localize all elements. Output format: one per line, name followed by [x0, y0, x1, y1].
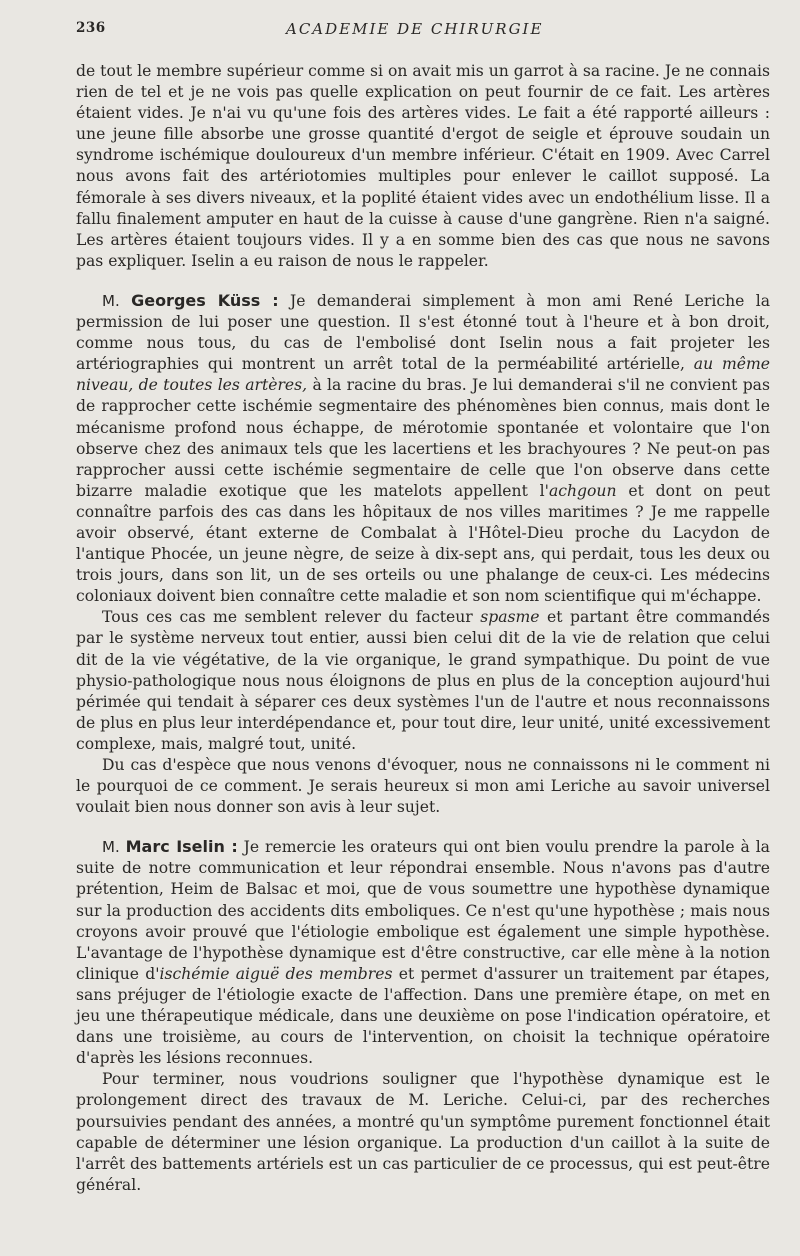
paragraph-text: Je remercie les orateurs qui ont bien voulu prendre la parole à la suite de notre communication et leur répondrai ensemble. Nous n'avons pas d'autre prétention, Heim de Balsac et moi, que de vous soumettre une hypothèse dynamique sur la production des accidents dits emboliques. Ce n'est qu'une hypothèse ; mais nous croyons avoir prouvé que l'étiologie embolique est également une simple hypothèse. L'avantage de l'hypothèse dynamique est d'être constructive, car elle mène à la notion clinique d' [76, 838, 770, 983]
paragraph-text: à la racine du bras. Je lui demanderai s'il ne convient pas de rapprocher cette ischémie segmentaire des phénomènes bien connus, mais dont le mécanisme profond nous échappe, de mérotomie spontanée et volontaire que l'on observe chez des animaux tels que les lacertiens et les brachyoures ? Ne peut-on pas rapprocher aussi cette ischémie segmentaire de celle que l'on observe dans cette bizarre maladie exotique que les matelots appellent l' [76, 376, 770, 500]
paragraph-cas-espece: Du cas d'espèce que nous venons d'évoquer, nous ne connaissons ni le comment ni le pourquoi de ce comment. Je serais heureux si mon ami Leriche au savoir universel voulait bien nous donner son avis à leur sujet. [76, 756, 770, 817]
italic-term: spasme [480, 608, 540, 627]
paragraph-conclusion: Pour terminer, nous voudrions souligner que l'hypothèse dynamique est le prolongement direct des travaux de M. Leriche. Celui-ci, par des recherches poursuivies pendant des années, a montré qu'un symptôme purement fonctionnel était capable de déterminer une lésion organique. La production d'un caillot à la suite de l'arrêt des battements artériels est un cas particulier de ce processus, qui est peut-être général. [76, 1070, 770, 1194]
paragraph-spasme [76, 607, 770, 755]
paragraph-text: Je demanderai simplement à mon ami René Leriche la permission de lui poser une question. Il s'est étonné tout à l'heure et à bon droit, comme nous tous, du cas de l'embolisé dont Iselin nous a fait projeter les artériographies qui montrent un arrêt total de la perméabilité artérielle, [76, 291, 770, 374]
speaker-prefix: M. [102, 838, 120, 857]
italic-phrase: ischémie aiguë des membres [159, 964, 393, 983]
speaker-name: Marc Iselin : [125, 837, 238, 857]
paragraph-text: et partant être commandés par le système nerveux tout entier, aussi bien celui dit de la vie de relation que celui dit de la vie végétative, de la vie organique, le grand sympathique. Du point de vue physio-pathologique nous nous éloignons de plus en plus de la conception aujourd'hui périmée qui tendait à séparer ces deux systèmes l'un de l'autre et nous reconnaissons de plus en plus leur interdépendance et, pour tout dire, leur unité, unité excessivement complexe, mais, malgré tout, unité. [76, 608, 770, 753]
paragraph-leriche-continuation: de tout le membre supérieur comme si on avait mis un garrot à sa racine. Je ne connais rien de tel et je ne vois pas quelle explication on peut fournir de ce fait. Les artères étaient vides. Je n'ai vu qu'une fois des artères vides. Le fait a été rapporté ailleurs : une jeune fille absorbe une grosse quantité d'ergot de seigle et éprouve soudain un syndrome ischémique douloureux d'un membre inférieur. C'était en 1909. Avec Carrel nous avons fait des artériotomies multiples pour enlever le caillot supposé. La fémorale à ses divers niveaux, et la poplité étaient vides avec un endothélium lisse. Il a fallu finalement amputer en haut de la cuisse à cause d'une gangrène. Rien n'a saigné. Les artères étaient toujours vides. Il y a en somme bien des cas que nous ne savons pas expliquer. Iselin a eu raison de nous le rappeler. [76, 62, 770, 270]
paragraph-text: et permet d'assurer un traitement par étapes, sans préjuger de l'étiologie exacte de l'affection. Dans une première étape, on met en jeu une thérapeutique médicale, dans une deuxième on pose l'indication opératoire, et dans une troisième, au cours de l'intervention, on choisit la technique opératoire d'après les lésions reconnues. [76, 964, 770, 1068]
paragraph-text: et dont on peut connaître parfois des cas dans les hôpitaux de nos villes maritimes ? Je me rappelle avoir observé, étant externe de Combalat à l'Hôtel-Dieu proche du Lacydon de l'antique Phocée, un jeune nègre, de seize à dix-sept ans, qui perdait, tous les deux ou trois jours, dans son lit, un de ses orteils ou une phalange de ceux-ci. Les médecins coloniaux doivent bien connaître cette maladie et son nom scientifique qui m'échappe. [76, 481, 770, 606]
italic-term: achgoun [548, 481, 617, 500]
paragraph-iselin-reply [76, 836, 770, 1069]
page-number: 236 [76, 20, 106, 36]
speaker-name: Georges Küss : [131, 290, 279, 310]
body-text [76, 61, 770, 1196]
paragraph-kuss-intervention [76, 290, 770, 607]
speaker-prefix: M. [102, 291, 120, 310]
paragraph-text: Tous ces cas me semblent relever du facteur [102, 608, 473, 627]
italic-phrase: au même niveau, de toutes les artères, [76, 355, 770, 395]
page-header [76, 20, 770, 46]
running-title: ACADEMIE DE CHIRURGIE [286, 20, 544, 38]
